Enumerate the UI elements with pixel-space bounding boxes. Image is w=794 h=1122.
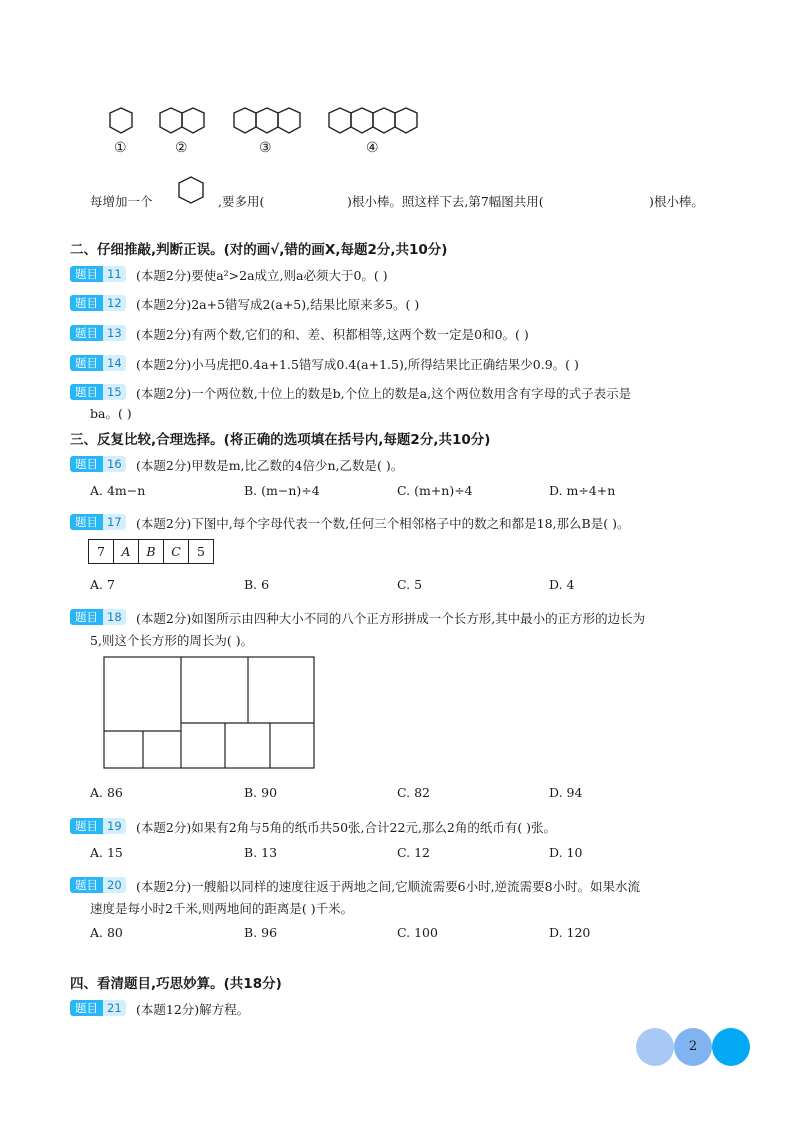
option-a: A. 4m−n <box>90 483 146 498</box>
question-15-text: (本题2分)一个两位数,十位上的数是b,个位上的数是a,这个两位数用含有字母的式子表示是 <box>136 386 632 401</box>
question-11-text: (本题2分)要使a²>2a成立,则a必须大于0。( ) <box>136 268 388 283</box>
question-16-text: (本题2分)甲数是m,比乙数的4倍少n,乙数是( )。 <box>136 458 404 473</box>
question-13-text: (本题2分)有两个数,它们的和、差、积都相等,这两个数一定是0和0。( ) <box>136 327 529 342</box>
question-14-text: (本题2分)小马虎把0.4a+1.5错写成0.4(a+1.5),所得结果比正确结果少0.9。( ) <box>136 357 579 372</box>
grid-cell: C <box>164 540 189 563</box>
question-tag-19: 题目 19 <box>70 818 126 834</box>
grid-cell: 7 <box>89 540 114 563</box>
question-tag-12: 题目 12 <box>70 295 126 311</box>
option-b: B. 13 <box>244 845 278 860</box>
option-a: A. 15 <box>90 845 123 860</box>
hexagon-shape <box>234 108 256 133</box>
hexagon-shape <box>329 108 351 133</box>
question-tag-16: 题目 16 <box>70 456 126 472</box>
figure-sentence-part-3: )根小棒。照这样下去,第7幅图共用( <box>347 194 544 209</box>
question-18-text: (本题2分)如图所示由四种大小不同的八个正方形拼成一个长方形,其中最小的正方形的边长为 <box>136 611 646 626</box>
hexagon-shape <box>160 108 182 133</box>
option-d: D. 10 <box>549 845 583 860</box>
page-number: 2 <box>688 1039 698 1054</box>
question-tag-17: 题目 17 <box>70 514 126 530</box>
hexagon-shape <box>110 108 132 133</box>
number-grid <box>88 539 214 564</box>
option-c: C. 12 <box>397 845 430 860</box>
figure-sentence-part-4: )根小棒。 <box>649 194 704 209</box>
option-a: A. 7 <box>90 577 115 592</box>
question-12-text: (本题2分)2a+5错写成2(a+5),结果比原来多5。( ) <box>136 297 420 312</box>
decor-circle-left <box>636 1028 674 1066</box>
decor-circle-right <box>712 1028 750 1066</box>
hexagon-shape <box>373 108 395 133</box>
question-tag-14: 题目 14 <box>70 355 126 371</box>
option-c: C. 5 <box>397 577 423 592</box>
grid-cell: B <box>139 540 164 563</box>
option-c: C. 82 <box>397 785 430 800</box>
question-17-text: (本题2分)下图中,每个字母代表一个数,任何三个相邻格子中的数之和都是18,那么B是( )。 <box>136 516 630 531</box>
option-a: A. 80 <box>90 925 123 940</box>
question-tag-13: 题目 13 <box>70 325 126 341</box>
section3-title: 三、反复比较,合理选择。(将正确的选项填在括号内,每题2分,共10分) <box>70 432 491 448</box>
option-b: B. 90 <box>244 785 278 800</box>
question-tag-18: 题目 18 <box>70 609 126 625</box>
option-b: B. 96 <box>244 925 278 940</box>
question-18-text-cont: 5,则这个长方形的周长为( )。 <box>90 633 254 648</box>
question-tag-21: 题目 21 <box>70 1000 126 1016</box>
hexagon-shape <box>278 108 300 133</box>
hexagon-shape <box>395 108 417 133</box>
page-number-badge <box>636 1028 752 1066</box>
option-b: B. (m−n)÷4 <box>244 483 320 498</box>
hexagon-shape <box>182 108 204 133</box>
figure-label-4: ④ <box>366 140 379 156</box>
grid-cell: A <box>114 540 139 563</box>
figure-label-2: ② <box>175 140 188 156</box>
question-tag-15: 题目 15 <box>70 384 126 400</box>
figure-sentence-part-2: ,要多用( <box>218 194 265 209</box>
question-21-text: (本题12分)解方程。 <box>136 1002 250 1017</box>
option-d: D. 94 <box>549 785 583 800</box>
figure-sentence-part-1: 每增加一个 <box>90 194 153 209</box>
question-20-text-cont: 速度是每小时2千米,则两地间的距离是( )千米。 <box>90 901 354 916</box>
question-15-text-cont: ba。( ) <box>90 406 132 421</box>
section4-title: 四、看清题目,巧思妙算。(共18分) <box>70 976 282 992</box>
squares-rectangle-diagram <box>103 656 316 770</box>
option-d: D. 4 <box>549 577 575 592</box>
option-d: D. 120 <box>549 925 591 940</box>
hexagon-shape <box>351 108 373 133</box>
figure-label-3: ③ <box>259 140 272 156</box>
question-20-text: (本题2分)一艘船以同样的速度往返于两地之间,它顺流需要6小时,逆流需要8小时。如果水流 <box>136 879 641 894</box>
hexagon-shape <box>256 108 278 133</box>
question-tag-11: 题目 11 <box>70 266 126 282</box>
question-19-text: (本题2分)如果有2角与5角的纸币共50张,合计22元,那么2角的纸币有( )张。 <box>136 820 557 835</box>
option-c: C. (m+n)÷4 <box>397 483 473 498</box>
section2-title: 二、仔细推敲,判断正误。(对的画√,错的画X,每题2分,共10分) <box>70 242 448 258</box>
hexagon-figures <box>100 105 430 145</box>
hexagon-icon <box>176 176 206 204</box>
option-b: B. 6 <box>244 577 270 592</box>
figure-label-1: ① <box>114 140 127 156</box>
question-tag-20: 题目 20 <box>70 877 126 893</box>
option-d: D. m÷4+n <box>549 483 616 498</box>
option-c: C. 100 <box>397 925 438 940</box>
option-a: A. 86 <box>90 785 123 800</box>
grid-cell: 5 <box>197 544 205 559</box>
